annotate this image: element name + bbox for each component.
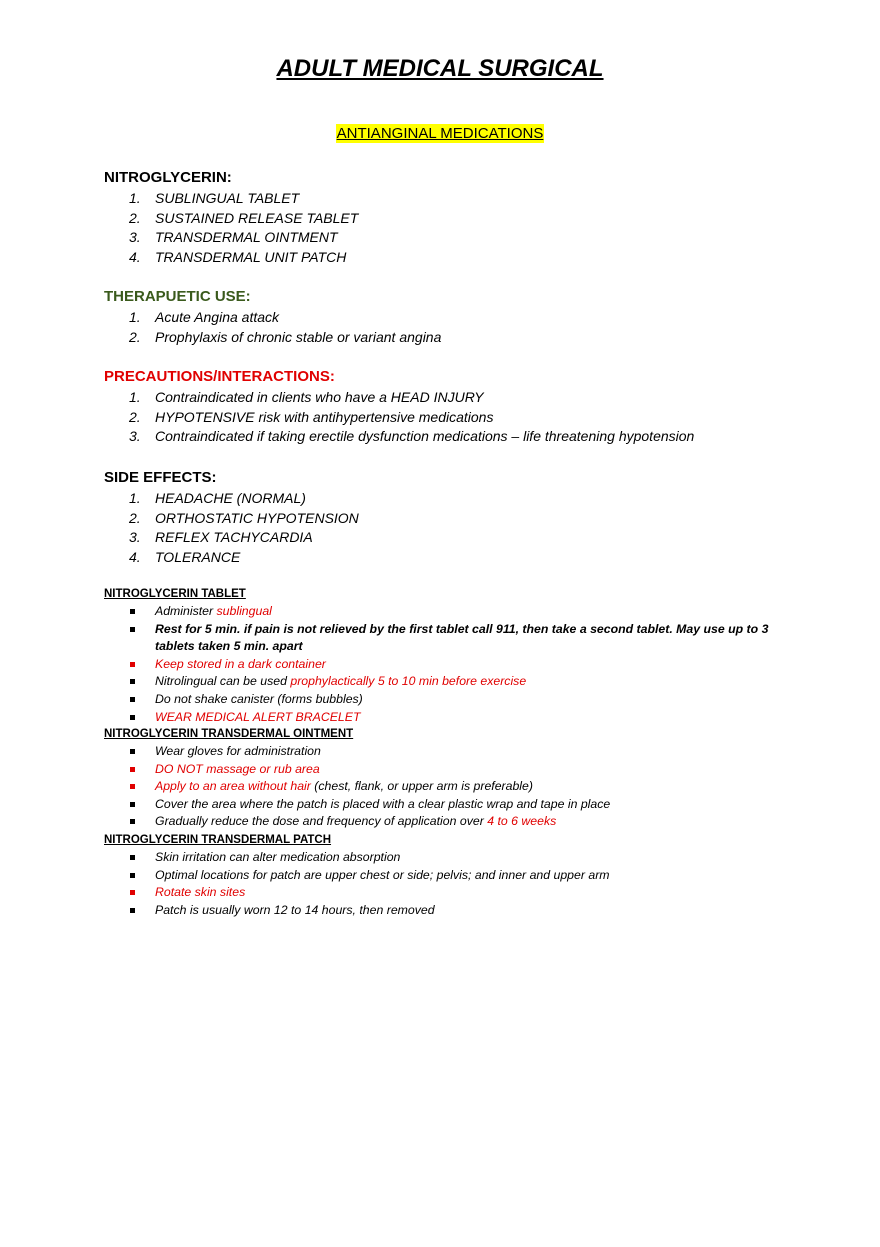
list-item: 4. TOLERANCE [129, 548, 241, 565]
side-effects-list [104, 489, 824, 567]
list-item: 1. SUBLINGUAL TABLET [129, 190, 300, 206]
bullet-icon [130, 609, 135, 614]
list-item: Wear gloves for administration [104, 743, 824, 761]
list-item: 3. REFLEX TACHYCARDIA [129, 529, 313, 545]
bullet-icon [130, 627, 135, 632]
list-item: 1. Contraindicated in clients who have a HEAD INJURY [129, 389, 484, 405]
therapeutic-list [104, 308, 824, 347]
list-item: 2. HYPOTENSIVE risk with antihypertensive medications [129, 408, 494, 425]
bullet-icon [130, 873, 135, 878]
therapeutic-section [104, 286, 824, 347]
list-item: 1. Acute Angina attack [129, 309, 280, 325]
precautions-list [104, 388, 824, 447]
list-item: Optimal locations for patch are upper chest or side; pelvis; and inner and upper arm [104, 867, 824, 885]
page-subtitle: ANTIANGINAL MEDICATIONS [336, 125, 544, 142]
list-item: Keep stored in a dark container [104, 656, 824, 674]
bullet-icon [130, 802, 135, 807]
tablet-list [104, 603, 824, 726]
list-item: Nitrolingual can be used prophylactically 5 to 10 min before exercise [104, 673, 824, 691]
bullet-icon [130, 662, 135, 667]
bullet-icon [130, 855, 135, 860]
list-item: Skin irritation can alter medication absorption [104, 849, 824, 867]
list-item: Administer sublingual [104, 603, 824, 621]
precautions-heading: PRECAUTIONS/INTERACTIONS: [104, 368, 335, 385]
list-item: 3. TRANSDERMAL OINTMENT [129, 229, 338, 245]
list-item: DO NOT massage or rub area [104, 761, 824, 779]
subtitle-wrap [0, 125, 880, 143]
list-item: 4. TRANSDERMAL UNIT PATCH [129, 248, 347, 265]
bullet-icon [130, 890, 135, 895]
ointment-list [104, 743, 824, 831]
bullet-icon [130, 749, 135, 754]
bullet-icon [130, 908, 135, 913]
nitroglycerin-section [104, 167, 824, 267]
bullet-icon [130, 819, 135, 824]
bullet-icon [130, 679, 135, 684]
list-item: Rest for 5 min. if pain is not relieved by the first tablet call 911, then take a second tablet. May use up to 3 tablets taken 5 min. apart [104, 621, 824, 656]
patch-list [104, 849, 824, 919]
list-item: Do not shake canister (forms bubbles) [104, 691, 824, 709]
bullet-icon [130, 715, 135, 720]
therapeutic-heading: THERAPUETIC USE: [104, 288, 251, 305]
list-item: 3. Contraindicated if taking erectile dysfunction medications – life threatening hypotension [129, 428, 695, 444]
nitroglycerin-heading: NITROGLYCERIN: [104, 169, 232, 186]
ointment-heading: NITROGLYCERIN TRANSDERMAL OINTMENT [104, 728, 354, 740]
page-title: ADULT MEDICAL SURGICAL [276, 55, 604, 82]
nitroglycerin-list [104, 189, 824, 267]
bullet-icon [130, 784, 135, 789]
precautions-section [104, 366, 824, 447]
bullet-icon [130, 767, 135, 772]
list-item: Apply to an area without hair (chest, flank, or upper arm is preferable) [104, 778, 824, 796]
list-item: 1. HEADACHE (NORMAL) [129, 490, 306, 506]
list-item: WEAR MEDICAL ALERT BRACELET [104, 709, 824, 727]
list-item: Cover the area where the patch is placed with a clear plastic wrap and tape in place [104, 796, 824, 814]
list-item: 2. Prophylaxis of chronic stable or variant angina [129, 328, 442, 345]
ointment-section [104, 726, 824, 831]
list-item: 2. ORTHOSTATIC HYPOTENSION [129, 509, 359, 526]
side-effects-section [104, 467, 824, 567]
tablet-section [104, 586, 824, 726]
patch-section [104, 832, 824, 919]
list-item: Patch is usually worn 12 to 14 hours, then removed [104, 902, 824, 920]
list-item: Gradually reduce the dose and frequency of application over 4 to 6 weeks [104, 813, 824, 831]
list-item: Rotate skin sites [104, 884, 824, 902]
patch-heading: NITROGLYCERIN TRANSDERMAL PATCH [104, 834, 332, 846]
side-effects-heading: SIDE EFFECTS: [104, 469, 217, 486]
list-item: 2. SUSTAINED RELEASE TABLET [129, 209, 359, 226]
bullet-icon [130, 697, 135, 702]
tablet-heading: NITROGLYCERIN TABLET [104, 588, 246, 600]
